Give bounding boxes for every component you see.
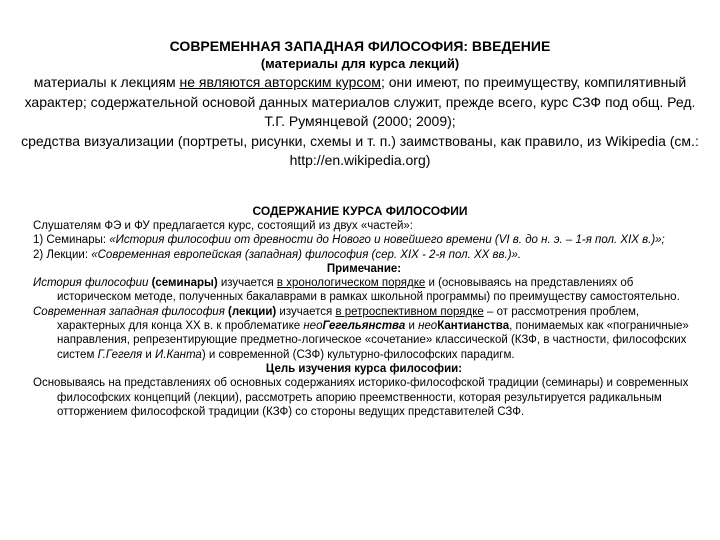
note-text: изучается [276, 305, 336, 318]
note-italic: нео [418, 320, 438, 333]
note-paragraph-1 [33, 276, 695, 305]
goal-paragraph: Основываясь на представлениях об основных содержаниях историко-философской традиции (семинары) и современных философских концепций (лекции), рассмотреть апорию преемственности, которая результируется радикальным отторжением философской традиции (КЗФ) со стороны ведущих представителей СЗФ. [33, 377, 689, 418]
intro-block [20, 73, 700, 171]
item-text: «Современная европейская (западная) философия (сер. XIX - 2-я пол. XX вв.)». [91, 248, 522, 261]
note-underlined: в ретроспективном порядке [335, 305, 484, 318]
page-subtitle: (материалы для курса лекций) [260, 56, 460, 71]
note-italic: Г.Гегеля [97, 348, 143, 361]
note-text: ) и современной (СЗФ) культурно-философских парадигм. [201, 348, 515, 361]
intro-paragraph-1 [20, 73, 700, 132]
course-intro-line: Слушателям ФЭ и ФУ предлагается курс, состоящий из двух «частей»: [33, 220, 413, 232]
note-paragraph-2 [33, 305, 695, 362]
item-label: 2) Лекции: [33, 248, 92, 261]
note-text: – от рассмотрения проблем, характерных для конца XX в. к проблематике [57, 305, 640, 333]
intro-paragraph-2: средства визуализации (портреты, рисунки, схемы и т. п.) заимствованы, как правило, из Wikipedia (см.: http://en.wikipedia.org) [21, 132, 699, 169]
note-text: и [405, 320, 419, 333]
page-title: СОВРЕМЕННАЯ ЗАПАДНАЯ ФИЛОСОФИЯ: ВВЕДЕНИЕ [169, 38, 551, 54]
item-label: 1) Семинары: [33, 234, 110, 247]
course-item-seminars [33, 233, 695, 247]
note-text: изучается [217, 277, 277, 290]
note-bold: (семинары) [148, 277, 218, 290]
content-body [33, 219, 695, 419]
note-heading: Примечание: [326, 262, 402, 275]
note-italic: нео [303, 320, 323, 333]
intro-text: ; они имеют, по преимуществу, компилятивный характер; содержательной основой данных материалов служит, прежде всего, курс СЗФ под общ. Ред. Т.Г. Румянцевой (2000; 2009); [24, 74, 696, 130]
note-italic: История философии [33, 277, 149, 290]
intro-underlined-text: не являются авторским курсом [179, 74, 381, 90]
note-text: и [142, 348, 156, 361]
item-text: «История философии от древности до Нового и новейшего времени (VI в. до н. э. – 1-я пол. XIX в.)»; [109, 234, 665, 247]
note-italic: И.Канта [155, 348, 202, 361]
goal-heading: Цель изучения курса философии: [265, 362, 463, 375]
note-underlined: в хронологическом порядке [276, 277, 426, 290]
note-italic: Современная западная философия [33, 305, 225, 318]
note-bold: (лекции) [224, 305, 277, 318]
note-text: и (основываясь на представлениях об историческом методе, полученных бакалаврами в рамках школьной программы) по преимуществу самостоятельно. [57, 277, 680, 304]
note-bold: Кантианства [437, 320, 510, 333]
course-item-lectures [33, 248, 695, 262]
note-bold-italic: Гегельянства [322, 320, 406, 333]
intro-text: материалы к лекциям [33, 74, 180, 90]
note-text: , понимаемых как «пограничные» направления, репрезентирующие предметно-логическое «сочетание» классической (КЗФ, в частности, философских систем [57, 320, 689, 361]
content-heading: СОДЕРЖАНИЕ КУРСА ФИЛОСОФИИ [252, 204, 468, 218]
